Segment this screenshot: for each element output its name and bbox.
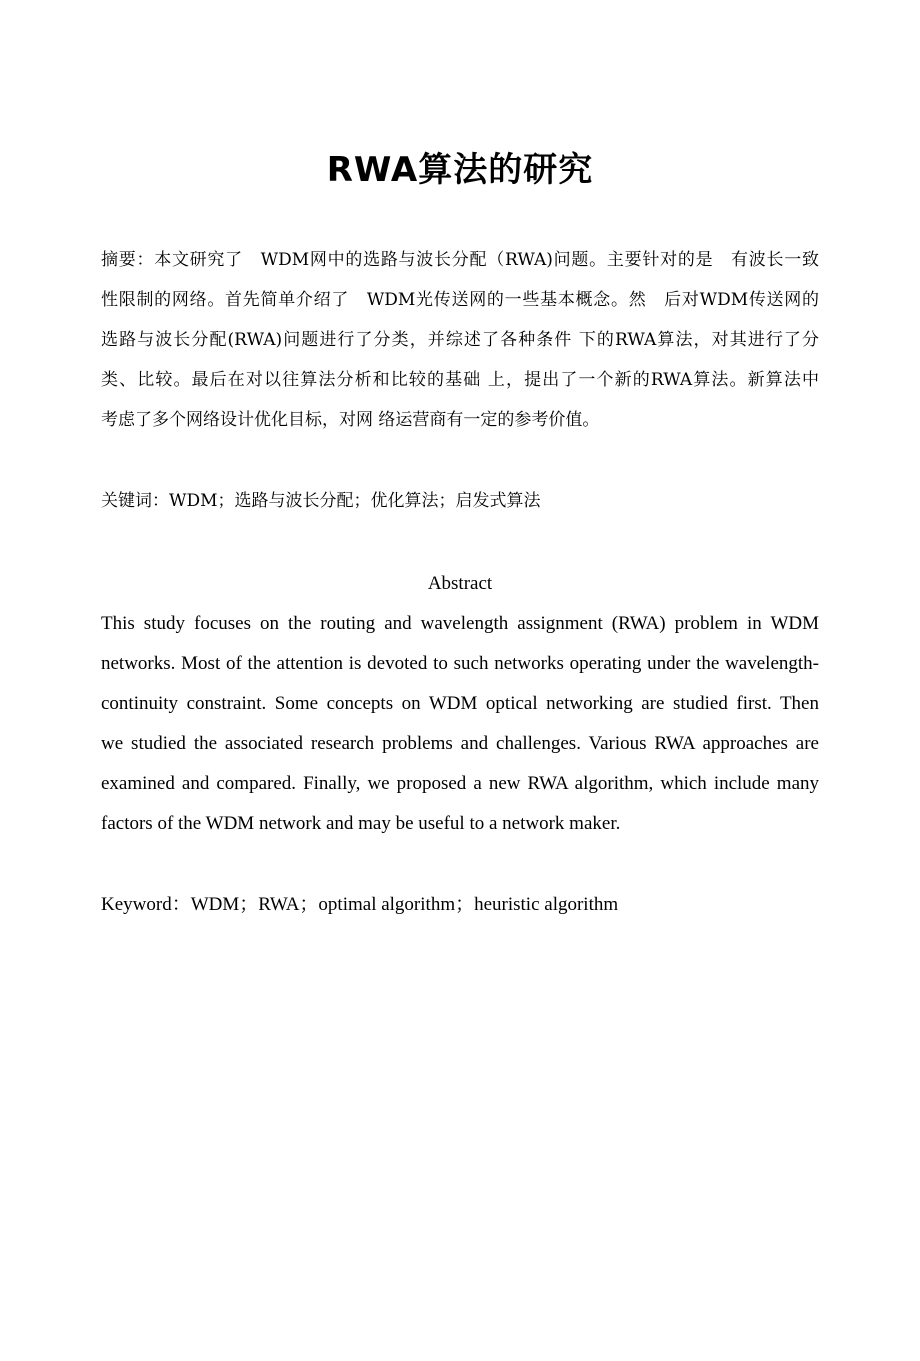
english-abstract-line: continuity constraint. Some concepts on WDM optical networking are studied first. Then [101, 693, 819, 714]
chinese-abstract-line: 选路与波长分配(RWA)问题进行了分类，并综述了各种条件 下的RWA算法，对其进行了分 [101, 330, 819, 350]
paper-title: RWA算法的研究 [326, 150, 594, 190]
chinese-abstract-line: 性限制的网络。首先简单介绍了 WDM光传送网的一些基本概念。然 后对WDM传送网的 [101, 290, 819, 310]
english-abstract-line: examined and compared. Finally, we proposed a new RWA algorithm, which include many [101, 773, 819, 794]
english-abstract-line: This study focuses on the routing and wavelength assignment (RWA) problem in WDM [101, 613, 819, 634]
english-abstract-line: we studied the associated research problems and challenges. Various RWA approaches are [101, 733, 819, 754]
english-abstract-heading: Abstract [427, 573, 493, 594]
chinese-abstract [101, 240, 819, 440]
chinese-keywords: 关键词：WDM；选路与波长分配；优化算法；启发式算法 [101, 491, 541, 511]
english-abstract-line: networks. Most of the attention is devoted to such networks operating under the wavelength- [101, 653, 819, 674]
english-abstract [101, 604, 819, 844]
english-keywords: Keyword：WDM；RWA；optimal algorithm；heuristic algorithm [101, 894, 619, 915]
chinese-abstract-line: 类、比较。最后在对以往算法分析和比较的基础 上，提出了一个新的RWA算法。新算法中 [101, 370, 819, 390]
english-abstract-line: factors of the WDM network and may be useful to a network maker. [101, 813, 621, 834]
chinese-abstract-line: 考虑了多个网络设计优化目标，对网 络运营商有一定的参考价值。 [101, 410, 600, 430]
chinese-abstract-line: 摘要：本文研究了 WDM网中的选路与波长分配（RWA)问题。主要针对的是 有波长一致 [101, 250, 819, 270]
